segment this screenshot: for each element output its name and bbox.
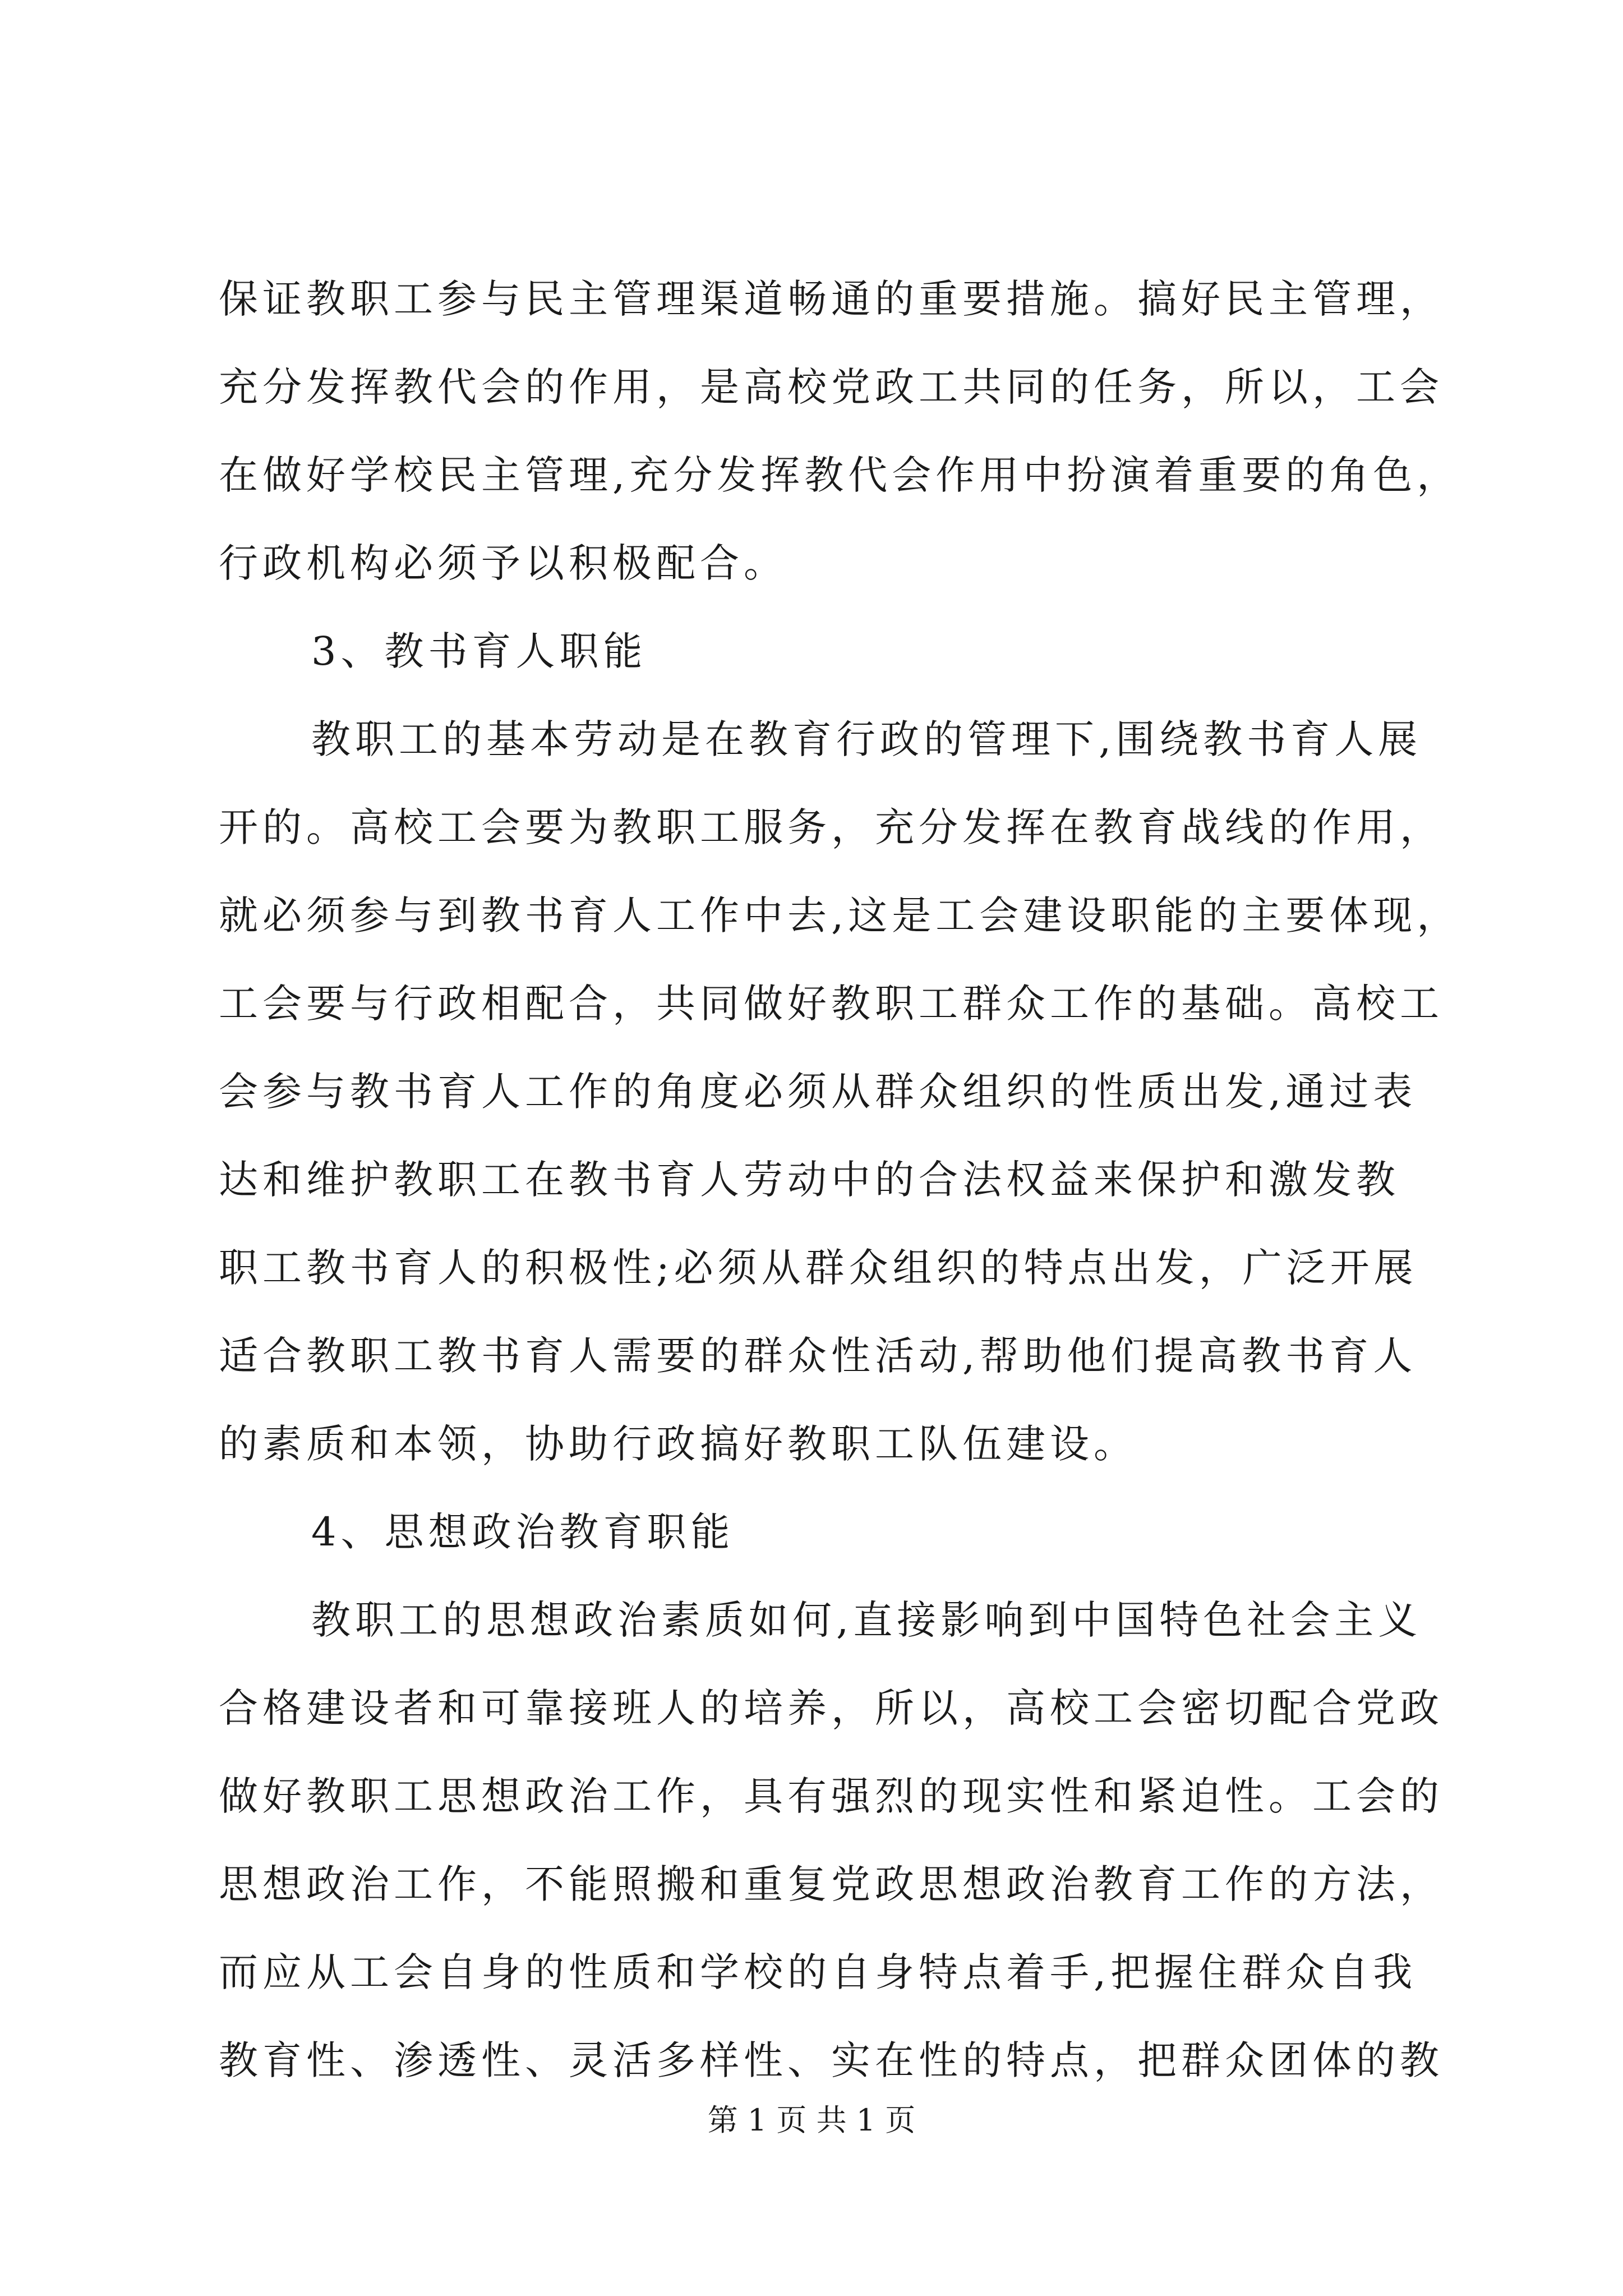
text-line: 职工教书育人的积极性;必须从群众组织的特点出发，广泛开展	[219, 1245, 1418, 1291]
paragraph-3	[219, 696, 1481, 1488]
paragraph-1-continued	[219, 255, 1481, 608]
text-line: 合格建设者和可靠接班人的培养，所以，高校工会密切配合党政	[219, 1685, 1444, 1731]
section-heading-text: 3、教书育人职能	[311, 628, 647, 674]
text-line: 适合教职工教书育人需要的群众性活动,帮助他们提高教书育人	[219, 1333, 1417, 1379]
paragraph-4	[219, 1576, 1481, 2105]
text-line: 会参与教书育人工作的角度必须从群众组织的性质出发,通过表	[219, 1069, 1417, 1115]
text-line: 教职工的思想政治素质如何,直接影响到中国特色社会主义	[311, 1597, 1422, 1643]
text-line: 教职工的基本劳动是在教育行政的管理下,围绕教书育人展	[311, 716, 1422, 762]
section-heading-3	[219, 608, 1481, 696]
text-line: 保证教职工参与民主管理渠道畅通的重要措施。搞好民主管理，	[219, 276, 1444, 322]
text-line: 就必须参与到教书育人工作中去,这是工会建设职能的主要体现，	[219, 892, 1461, 938]
text-line: 开的。高校工会要为教职工服务，充分发挥在教育战线的作用，	[219, 804, 1444, 850]
text-line: 充分发挥教代会的作用，是高校党政工共同的任务，所以，工会	[219, 364, 1444, 410]
text-line: 的素质和本领，协助行政搞好教职工队伍建设。	[219, 1421, 1137, 1467]
page-number-label: 第 1 页 共 1 页	[707, 2102, 916, 2138]
text-line: 教育性、渗透性、灵活多样性、实在性的特点，把群众团体的教	[219, 2037, 1444, 2083]
section-heading-4	[219, 1488, 1481, 1576]
text-line: 行政机构必须予以积极配合。	[219, 540, 787, 586]
text-line: 思想政治工作，不能照搬和重复党政思想政治教育工作的方法，	[219, 1861, 1444, 1907]
text-line: 做好教职工思想政治工作，具有强烈的现实性和紧迫性。工会的	[219, 1773, 1444, 1819]
page-footer	[0, 2101, 1623, 2140]
document-body	[219, 255, 1481, 2105]
text-line: 在做好学校民主管理,充分发挥教代会作用中扮演着重要的角色，	[219, 452, 1461, 498]
text-line: 而应从工会自身的性质和学校的自身特点着手,把握住群众自我	[219, 1949, 1417, 1995]
text-line: 达和维护教职工在教书育人劳动中的合法权益来保护和激发教	[219, 1157, 1400, 1203]
text-line: 工会要与行政相配合，共同做好教职工群众工作的基础。高校工	[219, 981, 1444, 1027]
section-heading-text: 4、思想政治教育职能	[311, 1509, 735, 1555]
